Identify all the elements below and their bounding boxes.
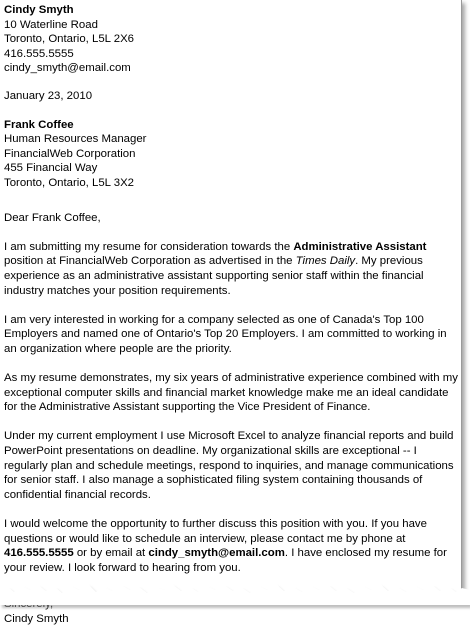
salutation: Dear Frank Coffee, — [4, 211, 101, 224]
contact-email: cindy_smyth@email.com — [148, 547, 285, 560]
letter-date: January 23, 2010 — [4, 89, 93, 102]
paragraph-contact — [4, 517, 460, 575]
recipient-street: 455 Financial Way — [4, 162, 98, 175]
contact-phone: 416.555.5555 — [4, 547, 74, 560]
sender-phone: 416.555.5555 — [4, 47, 74, 60]
paragraph-interest: I am very interested in working for a company selected as one of Canada's Top 100 Employers and named one of Ontario's Top 20 Employers. I am committed to working in an organization where people are the priority. — [4, 313, 447, 355]
torn-edge — [0, 578, 470, 605]
recipient-title: Human Resources Manager — [4, 133, 147, 146]
paragraph-contact-text-1: I would welcome the opportunity to further discuss this position with you. If you have questions or would like to schedule an interview, please contact me by phone at — [4, 518, 427, 545]
paragraph-experience: As my resume demonstrates, my six years of administrative experience combined with my exceptional computer skills and financial market knowledge make me an ideal candidate for the Administrative Assistant supporting the Vice President of Finance. — [4, 372, 458, 414]
recipient-company: FinancialWeb Corporation — [4, 147, 136, 160]
paragraph-contact-text-2: or by email at — [73, 547, 149, 560]
paragraph-contact-text-3: . I have enclosed my resume for your review. I look forward to hearing from you. — [4, 547, 447, 574]
recipient-city: Toronto, Ontario, L5L 3X2 — [4, 176, 135, 189]
sender-street: 10 Waterline Road — [4, 18, 98, 31]
paragraph-skills: Under my current employment I use Microsoft Excel to analyze financial reports and build PowerPoint presentations on deadline. My organizational skills are exceptional -- I regularly plan and schedule meetings, respond to inquiries, and manage communications for senior staff. I also manage a sophisticated filing system containing thousands of confidential financial records. — [4, 430, 454, 501]
paragraph-intro-text-1: I am submitting my resume for consideration towards the — [4, 240, 294, 253]
cover-letter — [4, 3, 460, 627]
newspaper-name: Times Daily — [295, 255, 356, 268]
sender-block — [4, 3, 460, 76]
position-title: Administrative Assistant — [293, 240, 427, 253]
recipient-block — [4, 118, 460, 191]
paragraph-intro — [4, 240, 460, 298]
recipient-name: Frank Coffee — [4, 118, 74, 131]
paragraph-intro-text-2: position at FinancialWeb Corporation as advertised in the — [4, 255, 296, 268]
sender-city: Toronto, Ontario, L5L 2X6 — [4, 33, 135, 46]
paragraph-intro-text-3: . My previous experience as an administrative assistant supporting senior staff within the financial industry matches your position requirements. — [4, 255, 424, 297]
sender-email: cindy_smyth@email.com — [4, 62, 131, 75]
signature-name: Cindy Smyth — [4, 612, 69, 625]
sender-name: Cindy Smyth — [4, 4, 74, 16]
